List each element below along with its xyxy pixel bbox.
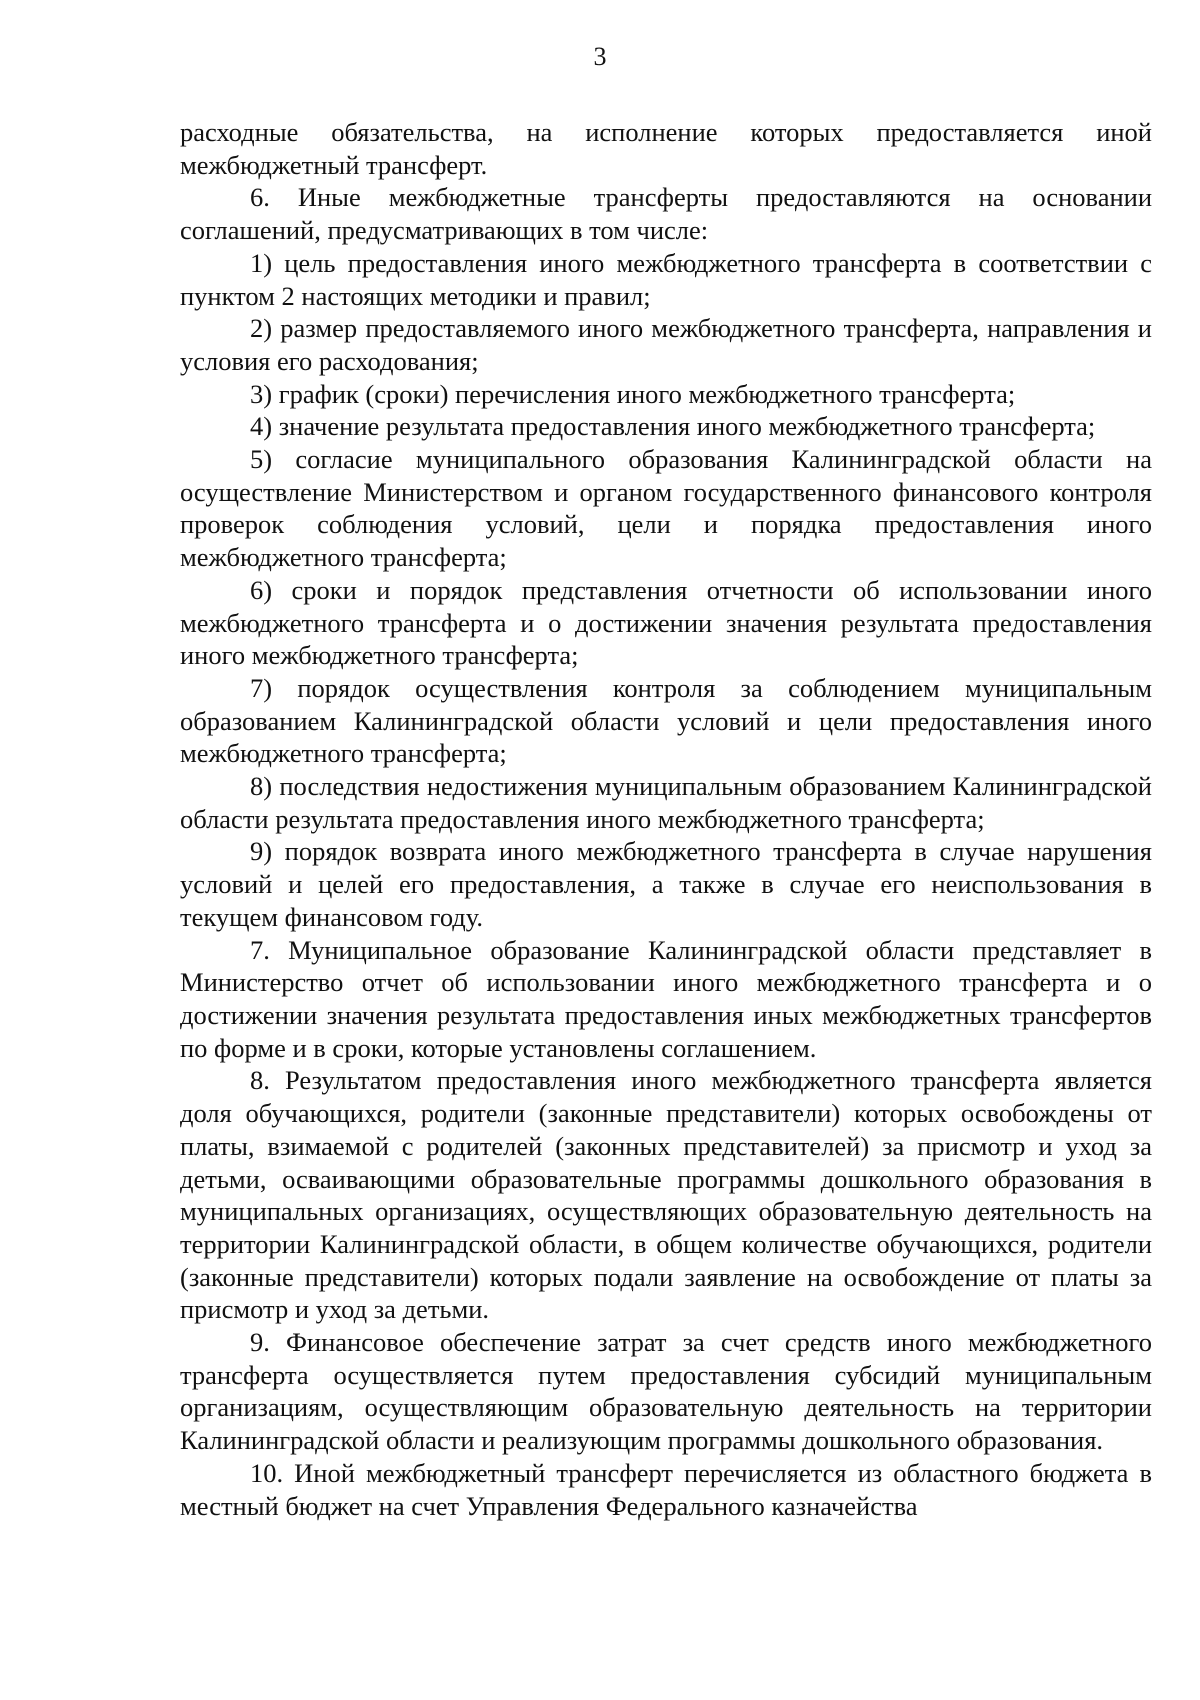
paragraph: 6) сроки и порядок представления отчетности об использовании иного межбюджетного трансферта и о достижении значения результата предоставления иного межбюджетного трансферта;	[180, 574, 1152, 671]
paragraph: 7) порядок осуществления контроля за соблюдением муниципальным образованием Калининградской области условий и цели предоставления иного межбюджетного трансферта;	[180, 672, 1152, 769]
document-body	[180, 116, 1152, 1522]
paragraph: расходные обязательства, на исполнение которых предоставляется иной межбюджетный трансферт.	[180, 117, 1152, 180]
paragraph: 5) согласие муниципального образования Калининградской области на осуществление Министерством и органом государственного финансового контроля проверок соблюдения условий, цели и порядка предоставления иного межбюджетного трансферта;	[180, 444, 1152, 573]
paragraph: 10. Иной межбюджетный трансферт перечисляется из областного бюджета в местный бюджет на счет Управления Федерального казначейства	[180, 1457, 1152, 1521]
paragraph: 6. Иные межбюджетные трансферты предоставляются на основании соглашений, предусматривающих в том числе:	[180, 182, 1152, 246]
paragraph: 7. Муниципальное образование Калининградской области представляет в Министерство отчет об использовании иного межбюджетного трансферта и о достижении значения результата предоставления иных межбюджетных трансфертов по форме и в сроки, которые установлены соглашением.	[180, 934, 1152, 1063]
paragraph: 8) последствия недостижения муниципальным образованием Калининградской области результата предоставления иного межбюджетного трансферта;	[180, 771, 1152, 834]
paragraph: 2) размер предоставляемого иного межбюджетного трансферта, направления и условия его расходования;	[180, 313, 1152, 376]
paragraph: 9. Финансовое обеспечение затрат за счет средств иного межбюджетного трансферта осуществляется путем предоставления субсидий муниципальным организациям, осуществляющим образовательную деятельность на территории Калининградской области и реализующим программы дошкольного образования.	[180, 1327, 1152, 1456]
paragraph: 1) цель предоставления иного межбюджетного трансферта в соответствии с пунктом 2 настоящих методики и правил;	[180, 247, 1152, 311]
page-number: 3	[593, 42, 607, 71]
paragraph: 8. Результатом предоставления иного межбюджетного трансферта является доля обучающихся, родители (законные представители) которых освобождены от платы, взимаемой с родителей (законных представителей) за присмотр и уход за детьми, осваивающими образовательные программы дошкольного образования в муниципальных организациях, осуществляющих образовательную деятельность на территории Калининградской области, в общем количестве обучающихся, родители (законные представители) которых подали заявление на освобождение от платы за присмотр и уход за детьми.	[180, 1065, 1152, 1325]
paragraph: 9) порядок возврата иного межбюджетного трансферта в случае нарушения условий и целей его предоставления, а также в случае его неиспользования в текущем финансовом году.	[180, 836, 1152, 932]
paragraph: 4) значение результата предоставления иного межбюджетного трансферта;	[250, 411, 1096, 442]
paragraph: 3) график (сроки) перечисления иного межбюджетного трансферта;	[250, 378, 1016, 409]
